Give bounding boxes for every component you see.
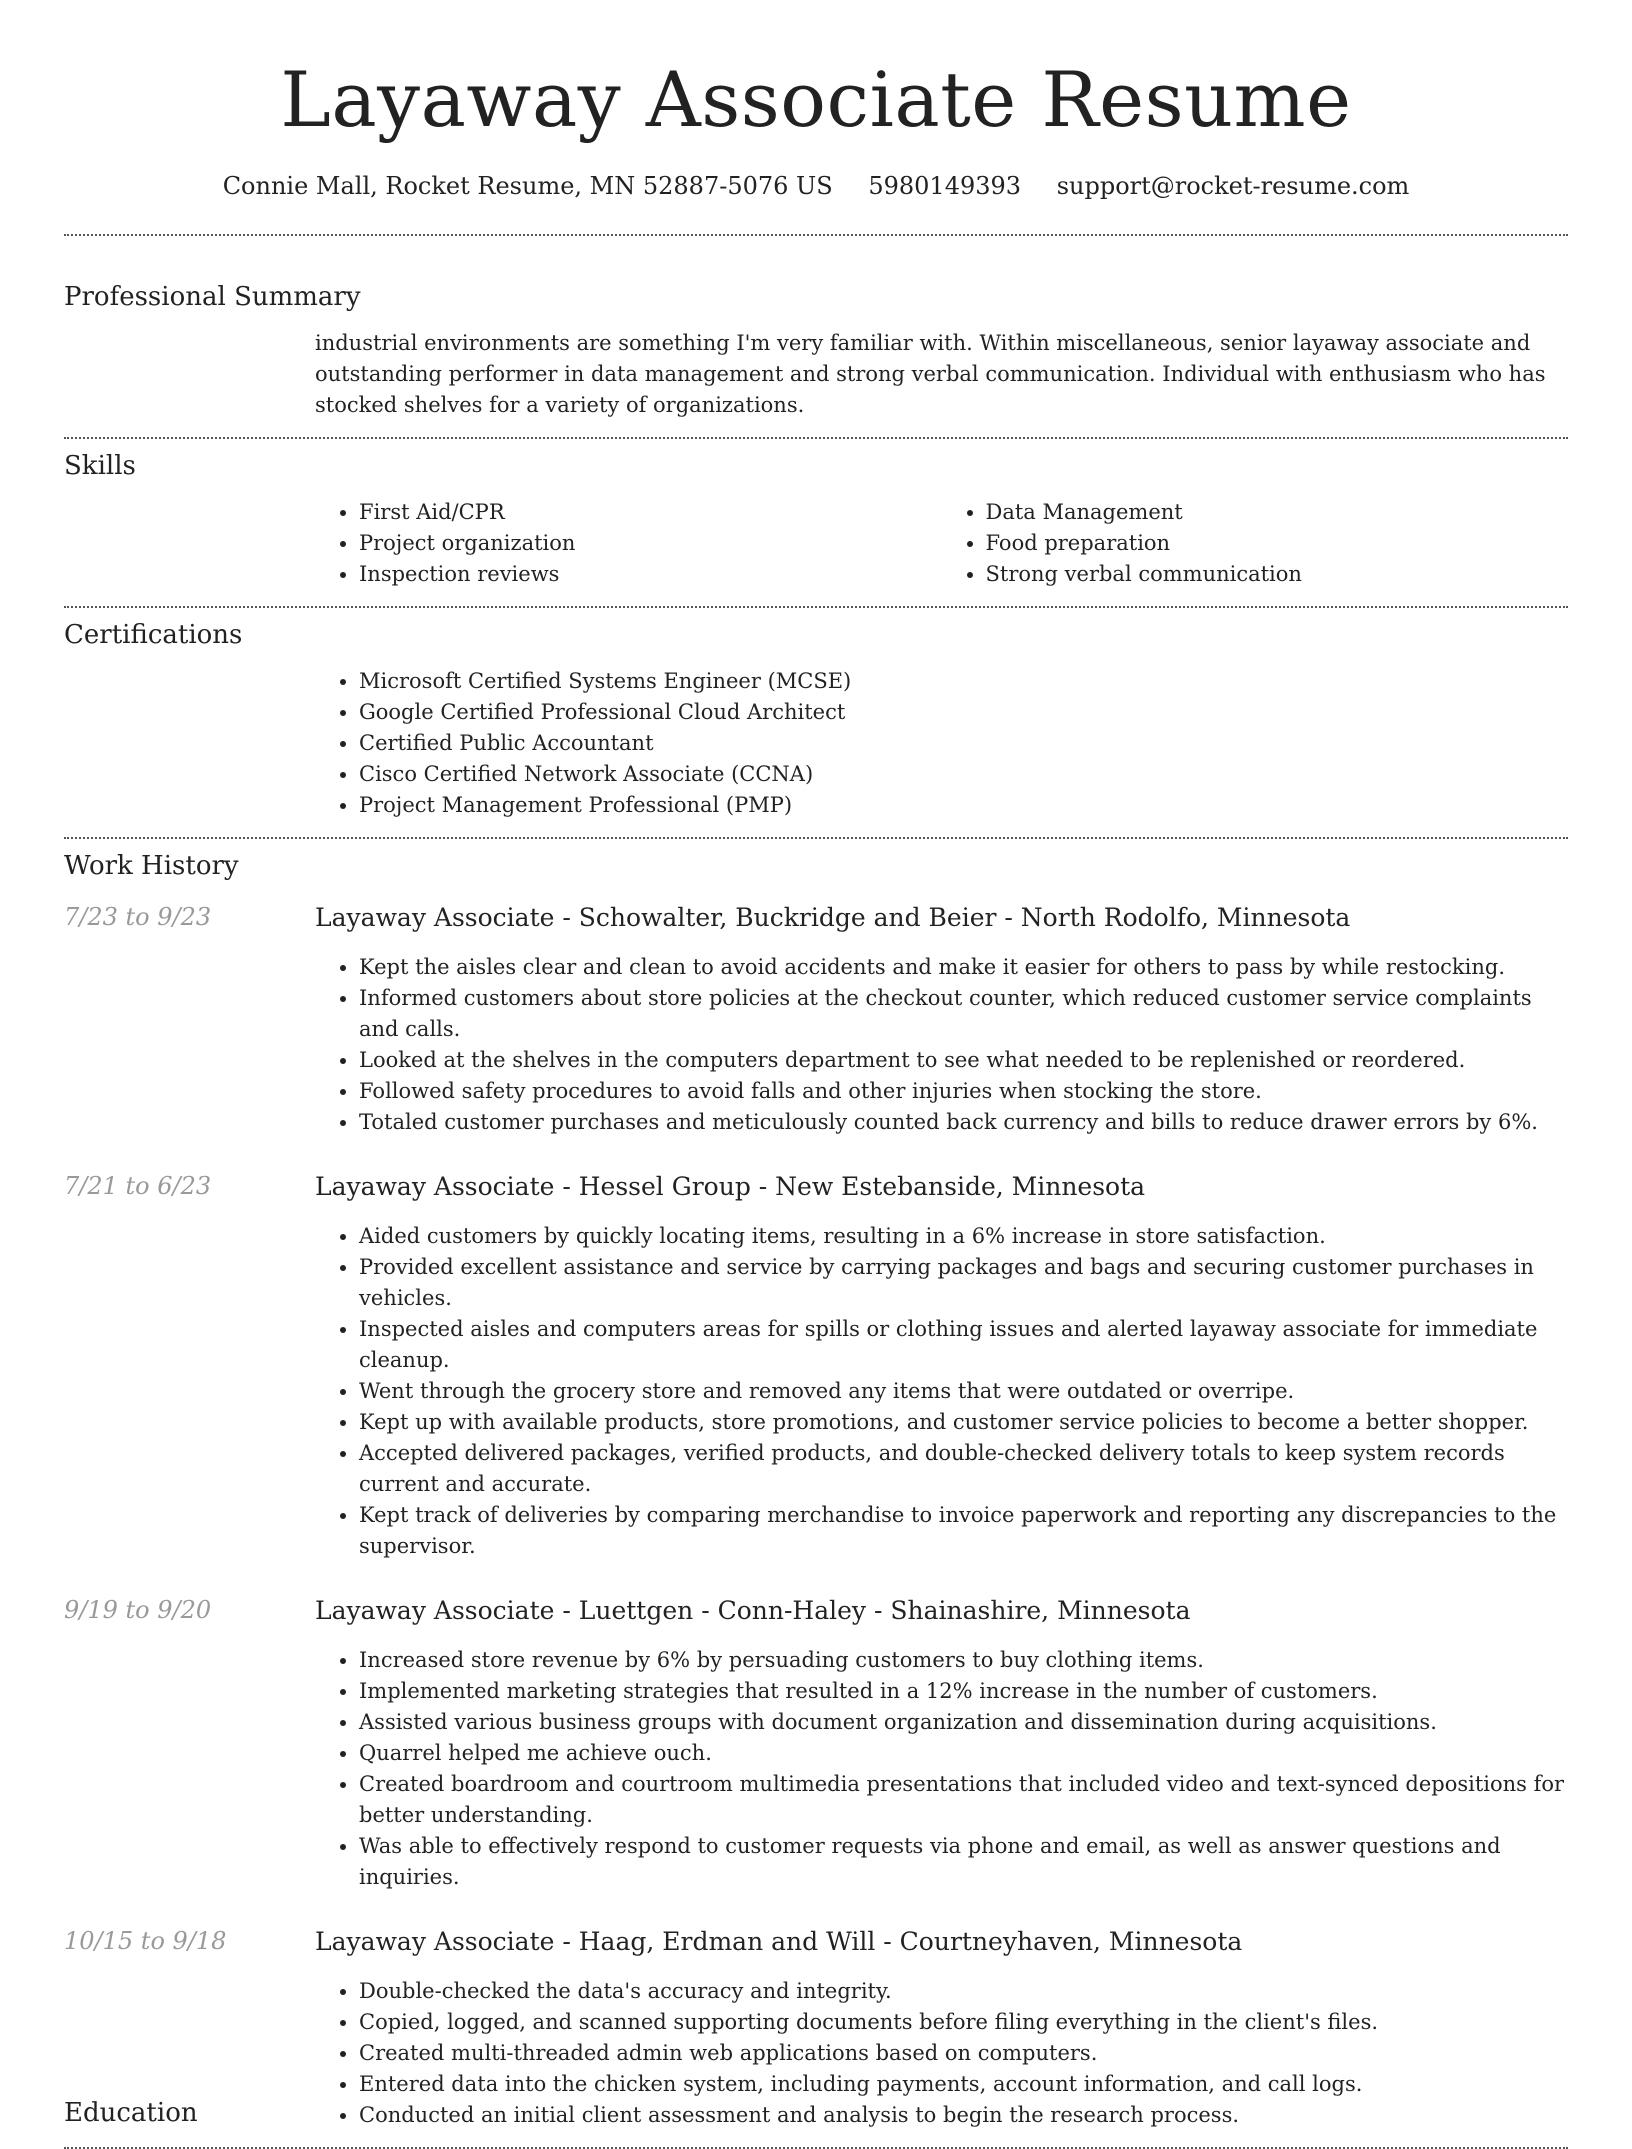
education-heading: Education <box>64 2098 198 2128</box>
job-entry <box>64 1598 1568 1893</box>
certifications-heading: Certifications <box>64 620 243 650</box>
job-bullet: • Kept track of deliveries by comparing merchandise to invoice paperwork and reporting any discrepancies to the supervisor. <box>359 1500 1568 1562</box>
job-details <box>315 1174 1568 1562</box>
job-details <box>315 1929 1568 2131</box>
job-bullets <box>315 1645 1568 1893</box>
contact-address: Connie Mall, Rocket Resume, MN 52887-5076 US <box>222 172 833 200</box>
skills-grid <box>315 497 1568 590</box>
certifications-body <box>315 666 1568 821</box>
job-entry <box>64 905 1568 1138</box>
job-dates: 7/23 to 9/23 <box>64 903 212 931</box>
skill-item: • Data Management <box>986 497 1569 528</box>
job-bullets <box>315 1221 1568 1562</box>
job-details <box>315 1598 1568 1893</box>
certification-item: • Microsoft Certified Systems Engineer (MCSE) <box>359 666 1568 697</box>
job-title: Layaway Associate - Haag, Erdman and Will - Courtneyhaven, Minnesota <box>315 1927 1243 1956</box>
job-dates: 9/19 to 9/20 <box>64 1596 212 1624</box>
skill-item: • Project organization <box>359 528 942 559</box>
skills-heading: Skills <box>64 451 136 481</box>
job-bullet: • Went through the grocery store and removed any items that were outdated or overripe. <box>359 1376 1568 1407</box>
certification-item: • Cisco Certified Network Associate (CCNA) <box>359 759 1568 790</box>
job-bullet: • Kept the aisles clear and clean to avoid accidents and make it easier for others to pass by while restocking. <box>359 952 1568 983</box>
job-bullet: • Copied, logged, and scanned supporting documents before filing everything in the client's files. <box>359 2007 1568 2038</box>
job-bullet: • Aided customers by quickly locating items, resulting in a 6% increase in store satisfaction. <box>359 1221 1568 1252</box>
job-bullet: • Assisted various business groups with document organization and dissemination during acquisitions. <box>359 1707 1568 1738</box>
summary-heading: Professional Summary <box>64 282 361 312</box>
skills-list-left <box>315 497 942 590</box>
job-dates: 10/15 to 9/18 <box>64 1927 227 1955</box>
job-title: Layaway Associate - Hessel Group - New Estebanside, Minnesota <box>315 1172 1146 1201</box>
skill-item: • Inspection reviews <box>359 559 942 590</box>
certification-item: • Certified Public Accountant <box>359 728 1568 759</box>
contact-email: support@rocket-resume.com <box>1056 172 1410 200</box>
job-bullets <box>315 1976 1568 2131</box>
job-bullet: • Provided excellent assistance and service by carrying packages and bags and securing customer purchases in vehicles. <box>359 1252 1568 1314</box>
certifications-section <box>64 608 1568 821</box>
resume-page <box>64 0 1568 2149</box>
contact-line <box>64 172 1568 200</box>
job-bullet: • Inspected aisles and computers areas for spills or clothing issues and alerted layaway associate for immediate cleanup. <box>359 1314 1568 1376</box>
skill-item: • Strong verbal communication <box>986 559 1569 590</box>
job-bullet: • Quarrel helped me achieve ouch. <box>359 1738 1568 1769</box>
summary-body <box>315 328 1568 421</box>
skill-item: • Food preparation <box>986 528 1569 559</box>
work-history-heading: Work History <box>64 851 239 881</box>
contact-phone: 5980149393 <box>868 172 1022 200</box>
job-details <box>315 905 1568 1138</box>
job-bullet: • Accepted delivered packages, verified products, and double-checked delivery totals to keep system records current and accurate. <box>359 1438 1568 1500</box>
summary-section <box>64 236 1568 421</box>
skills-section <box>64 439 1568 590</box>
job-bullet: • Was able to effectively respond to customer requests via phone and email, as well as answer questions and inquiries. <box>359 1831 1568 1893</box>
work-history-section <box>64 839 1568 2131</box>
certification-item: • Project Management Professional (PMP) <box>359 790 1568 821</box>
job-bullet: • Totaled customer purchases and meticulously counted back currency and bills to reduce drawer errors by 6%. <box>359 1107 1568 1138</box>
skills-list-right <box>942 497 1569 590</box>
job-bullet: • Kept up with available products, store promotions, and customer service policies to become a better shopper. <box>359 1407 1568 1438</box>
skill-item: • First Aid/CPR <box>359 497 942 528</box>
job-entry <box>64 1174 1568 1562</box>
job-bullet: • Double-checked the data's accuracy and integrity. <box>359 1976 1568 2007</box>
resume-title: Layaway Associate Resume <box>280 55 1352 144</box>
job-bullet: • Implemented marketing strategies that resulted in a 12% increase in the number of customers. <box>359 1676 1568 1707</box>
job-bullet: • Informed customers about store policies at the checkout counter, which reduced customer service complaints and calls. <box>359 983 1568 1045</box>
job-bullets <box>315 952 1568 1138</box>
job-bullet: • Conducted an initial client assessment and analysis to begin the research process. <box>359 2100 1568 2131</box>
job-dates: 7/21 to 6/23 <box>64 1172 212 1200</box>
job-bullet: • Followed safety procedures to avoid falls and other injuries when stocking the store. <box>359 1076 1568 1107</box>
certifications-list <box>315 666 1568 821</box>
summary-text: industrial environments are something I'm very familiar with. Within miscellaneous, senior layaway associate and outstanding performer in data management and strong verbal communication. Individual with enthusiasm who has stocked shelves for a variety of organizations. <box>315 331 1546 417</box>
job-bullet: • Looked at the shelves in the computers department to see what needed to be replenished or reordered. <box>359 1045 1568 1076</box>
job-title: Layaway Associate - Luettgen - Conn-Haley - Shainashire, Minnesota <box>315 1596 1191 1625</box>
job-bullet: • Created boardroom and courtroom multimedia presentations that included video and text-synced depositions for better understanding. <box>359 1769 1568 1831</box>
job-bullet: • Created multi-threaded admin web applications based on computers. <box>359 2038 1568 2069</box>
job-bullet: • Entered data into the chicken system, including payments, account information, and call logs. <box>359 2069 1568 2100</box>
job-title: Layaway Associate - Schowalter, Buckridge and Beier - North Rodolfo, Minnesota <box>315 903 1351 932</box>
job-bullet: • Increased store revenue by 6% by persuading customers to buy clothing items. <box>359 1645 1568 1676</box>
certification-item: • Google Certified Professional Cloud Architect <box>359 697 1568 728</box>
job-entry <box>64 1929 1568 2131</box>
